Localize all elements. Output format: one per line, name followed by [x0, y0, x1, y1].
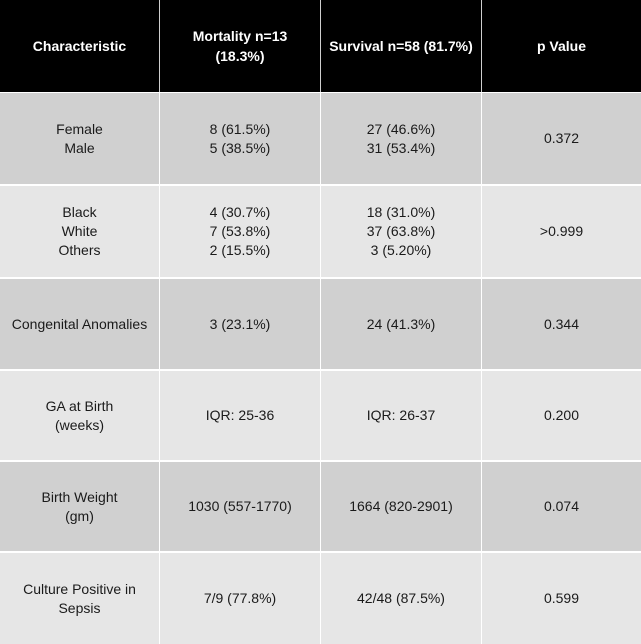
survival-cell: [321, 186, 482, 277]
header-mortality: [160, 0, 321, 92]
table-header-row: [0, 0, 641, 92]
p-value: 0.074: [543, 498, 580, 514]
p-value-cell: [482, 462, 641, 551]
mortality-cell: [160, 553, 321, 644]
p-value: >0.999: [539, 223, 584, 239]
p-value-cell: [482, 553, 641, 644]
mortality-value: 2 (15.5%): [209, 242, 271, 258]
p-value-cell: [482, 186, 641, 277]
header-p-value: [482, 0, 641, 92]
survival-value: 27 (46.6%): [366, 120, 436, 137]
header-p-value-label: p Value: [536, 38, 587, 54]
characteristic-line: White: [61, 223, 98, 239]
header-characteristic-label: Characteristic: [32, 38, 127, 54]
characteristic-line: Male: [64, 139, 95, 156]
survival-cell: [321, 371, 482, 460]
table-row: [0, 93, 641, 184]
table-row: [0, 279, 641, 369]
survival-value: 18 (31.0%): [366, 204, 436, 220]
characteristic-cell: [0, 462, 160, 551]
p-value: 0.344: [543, 315, 580, 332]
mortality-cell: [160, 371, 321, 460]
survival-value: IQR: 26-37: [366, 407, 436, 423]
characteristic-line: Birth Weight: [41, 488, 118, 505]
mortality-value: 5 (38.5%): [209, 139, 271, 156]
table-row: [0, 462, 641, 551]
characteristic-line: Female: [56, 120, 103, 137]
mortality-value: 1030 (557-1770): [188, 498, 292, 514]
characteristic-line: Culture Positive in: [23, 580, 136, 597]
mortality-value: IQR: 25-36: [205, 407, 275, 423]
header-characteristic: [0, 0, 160, 92]
p-value: 0.599: [543, 590, 580, 606]
characteristic-line: Sepsis: [58, 599, 101, 616]
characteristic-cell: [0, 279, 160, 369]
mortality-cell: [160, 462, 321, 551]
table-row: [0, 553, 641, 644]
mortality-cell: [160, 186, 321, 277]
survival-cell: [321, 279, 482, 369]
characteristic-cell: [0, 553, 160, 644]
characteristic-cell: [0, 186, 160, 277]
p-value: 0.372: [543, 130, 580, 146]
mortality-cell: [160, 279, 321, 369]
mortality-value: 7 (53.8%): [209, 223, 271, 239]
p-value: 0.200: [543, 407, 580, 423]
survival-value: 37 (63.8%): [366, 223, 436, 239]
table-row: [0, 371, 641, 460]
survival-cell: [321, 462, 482, 551]
survival-value: 1664 (820-2901): [349, 498, 453, 514]
survival-value: 31 (53.4%): [366, 139, 436, 156]
table-row: [0, 186, 641, 277]
characteristic-line: (gm): [65, 507, 94, 524]
mortality-cell: [160, 93, 321, 184]
characteristic-line: Others: [58, 242, 101, 258]
characteristic-line: Congenital Anomalies: [11, 315, 148, 332]
p-value-cell: [482, 279, 641, 369]
survival-cell: [321, 93, 482, 184]
mortality-value: 7/9 (77.8%): [203, 590, 277, 606]
header-survival-label: Survival n=58 (81.7%): [329, 38, 473, 54]
survival-value: 3 (5.20%): [370, 242, 432, 258]
header-mortality-line1: Mortality n=13: [192, 28, 288, 44]
survival-value: 24 (41.3%): [366, 315, 436, 332]
characteristic-cell: [0, 371, 160, 460]
header-survival: [321, 0, 482, 92]
survival-value: 42/48 (87.5%): [357, 590, 445, 606]
mortality-value: 8 (61.5%): [209, 120, 271, 137]
header-mortality-line2: (18.3%): [215, 48, 265, 64]
p-value-cell: [482, 93, 641, 184]
survival-cell: [321, 553, 482, 644]
characteristic-line: GA at Birth: [45, 397, 114, 414]
characteristic-line: (weeks): [54, 416, 104, 433]
characteristic-cell: [0, 93, 160, 184]
characteristic-line: Black: [62, 204, 97, 220]
p-value-cell: [482, 371, 641, 460]
mortality-value: 4 (30.7%): [209, 204, 271, 220]
mortality-value: 3 (23.1%): [209, 315, 271, 332]
